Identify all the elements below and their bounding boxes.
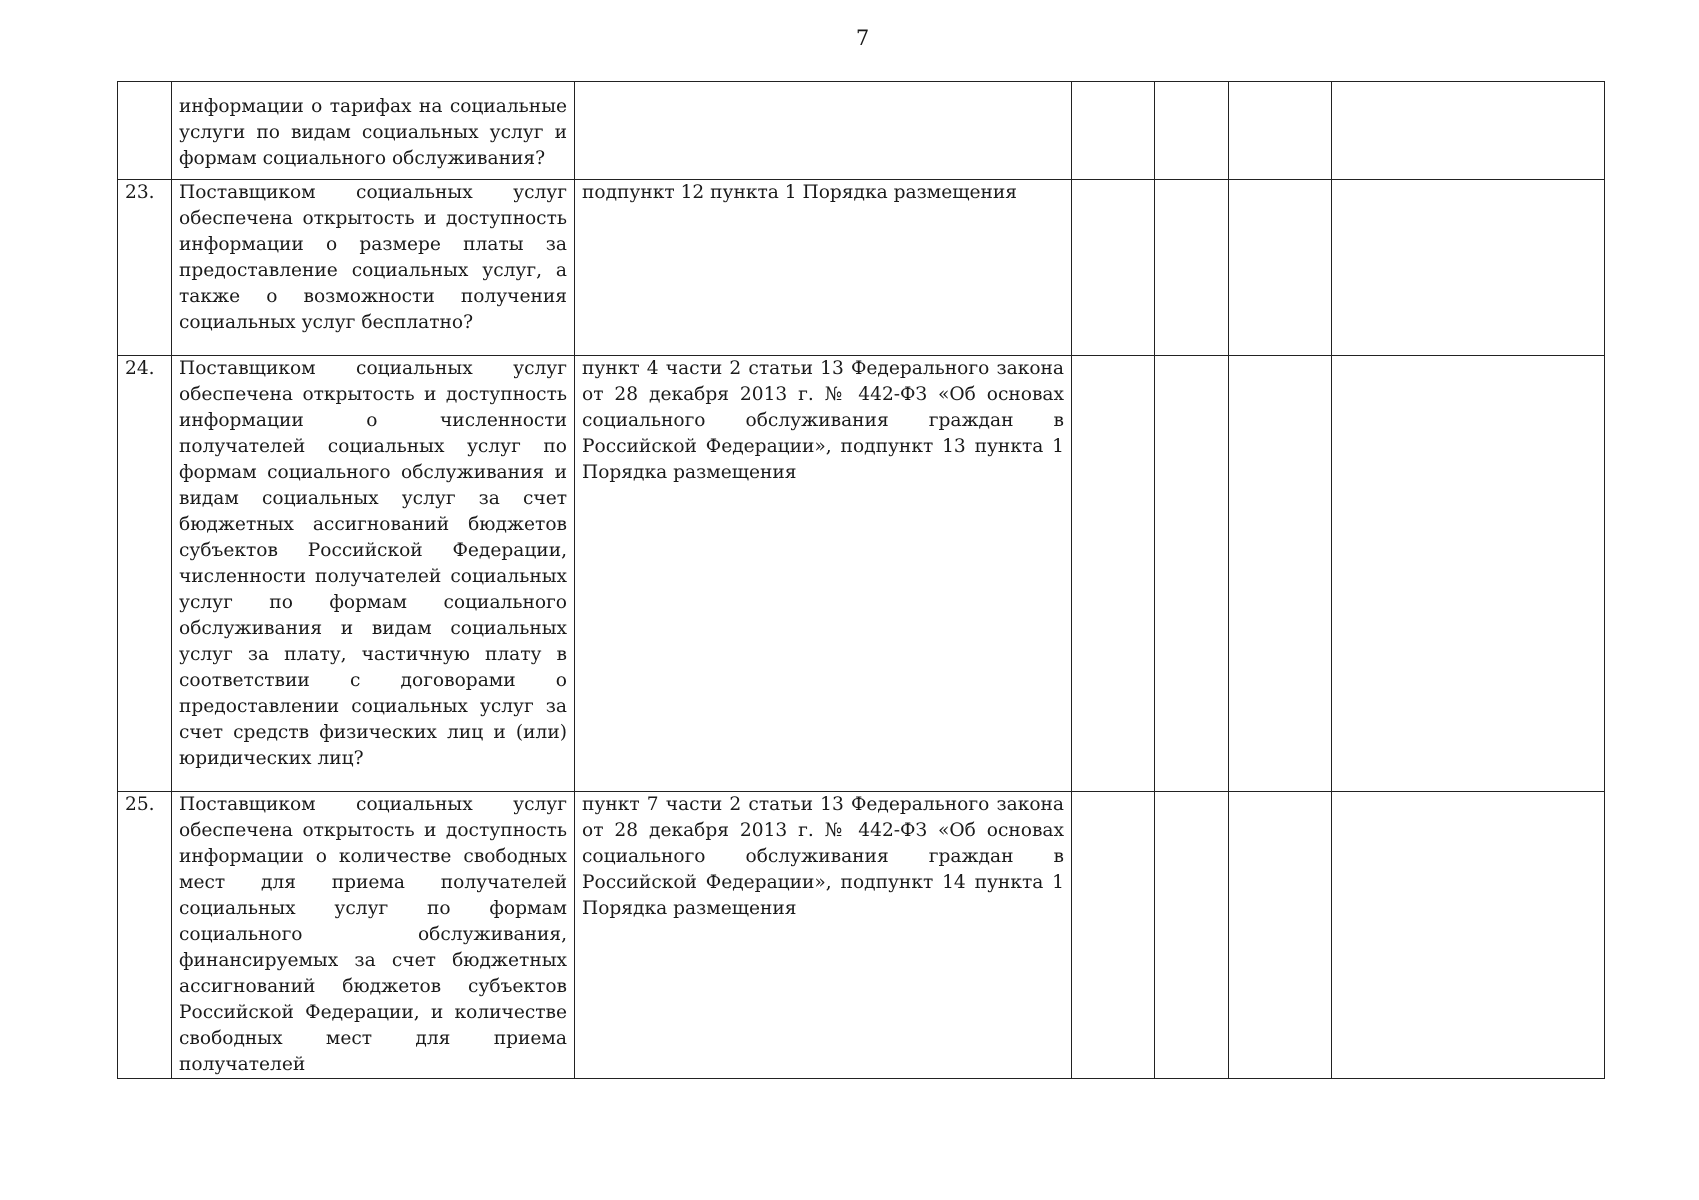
question-cell: Поставщиком социальных услуг обеспечена открытость и доступность информации о количестве свободных мест для приема получателей социальных услуг по формам социального обслуживания, финансируемых за счет бюджетных ассигнований бюджетов субъектов Российской Федерации, и количестве свободных мест для приема получателей <box>172 792 575 1079</box>
checklist-table <box>117 81 1605 1079</box>
question-cell: Поставщиком социальных услуг обеспечена открытость и доступность информации о численности получателей социальных услуг по формам социального обслуживания и видам социальных услуг за счет бюджетных ассигнований бюджетов субъектов Российской Федерации, численности получателей социальных услуг по формам социального обслуживания и видам социальных услуг за плату, частичную плату в соответствии с договорами о предоставлении социальных услуг за счет средств физических лиц и (или) юридических лиц? <box>172 356 575 792</box>
answer-no-cell <box>1155 82 1229 180</box>
answer-yes-cell <box>1072 356 1155 792</box>
legal-basis-cell: пункт 4 части 2 статьи 13 Федерального закона от 28 декабря 2013 г. № 442-ФЗ «Об основах социального обслуживания граждан в Российской Федерации», подпункт 13 пункта 1 Порядка размещения <box>575 356 1072 792</box>
notes-cell <box>1332 180 1605 356</box>
legal-basis-cell: подпункт 12 пункта 1 Порядка размещения <box>575 180 1072 356</box>
row-number: 24. <box>118 356 172 792</box>
row-number: 23. <box>118 180 172 356</box>
table-row <box>118 356 1605 792</box>
table-row <box>118 792 1605 1079</box>
question-cell: информации о тарифах на социальные услуги по видам социальных услуг и формам социального обслуживания? <box>172 82 575 180</box>
answer-na-cell <box>1229 82 1332 180</box>
answer-na-cell <box>1229 180 1332 356</box>
question-cell: Поставщиком социальных услуг обеспечена открытость и доступность информации о размере платы за предоставление социальных услуг, а также о возможности получения социальных услуг бесплатно? <box>172 180 575 356</box>
notes-cell <box>1332 356 1605 792</box>
table-row <box>118 82 1605 180</box>
answer-na-cell <box>1229 792 1332 1079</box>
legal-basis-cell: пункт 7 части 2 статьи 13 Федерального закона от 28 декабря 2013 г. № 442-ФЗ «Об основах социального обслуживания граждан в Российской Федерации», подпункт 14 пункта 1 Порядка размещения <box>575 792 1072 1079</box>
answer-yes-cell <box>1072 180 1155 356</box>
row-number <box>118 82 172 180</box>
notes-cell <box>1332 82 1605 180</box>
answer-no-cell <box>1155 792 1229 1079</box>
table-row <box>118 180 1605 356</box>
page-number: 7 <box>855 26 870 50</box>
row-number: 25. <box>118 792 172 1079</box>
legal-basis-cell <box>575 82 1072 180</box>
answer-yes-cell <box>1072 82 1155 180</box>
answer-no-cell <box>1155 356 1229 792</box>
answer-na-cell <box>1229 356 1332 792</box>
answer-yes-cell <box>1072 792 1155 1079</box>
notes-cell <box>1332 792 1605 1079</box>
answer-no-cell <box>1155 180 1229 356</box>
